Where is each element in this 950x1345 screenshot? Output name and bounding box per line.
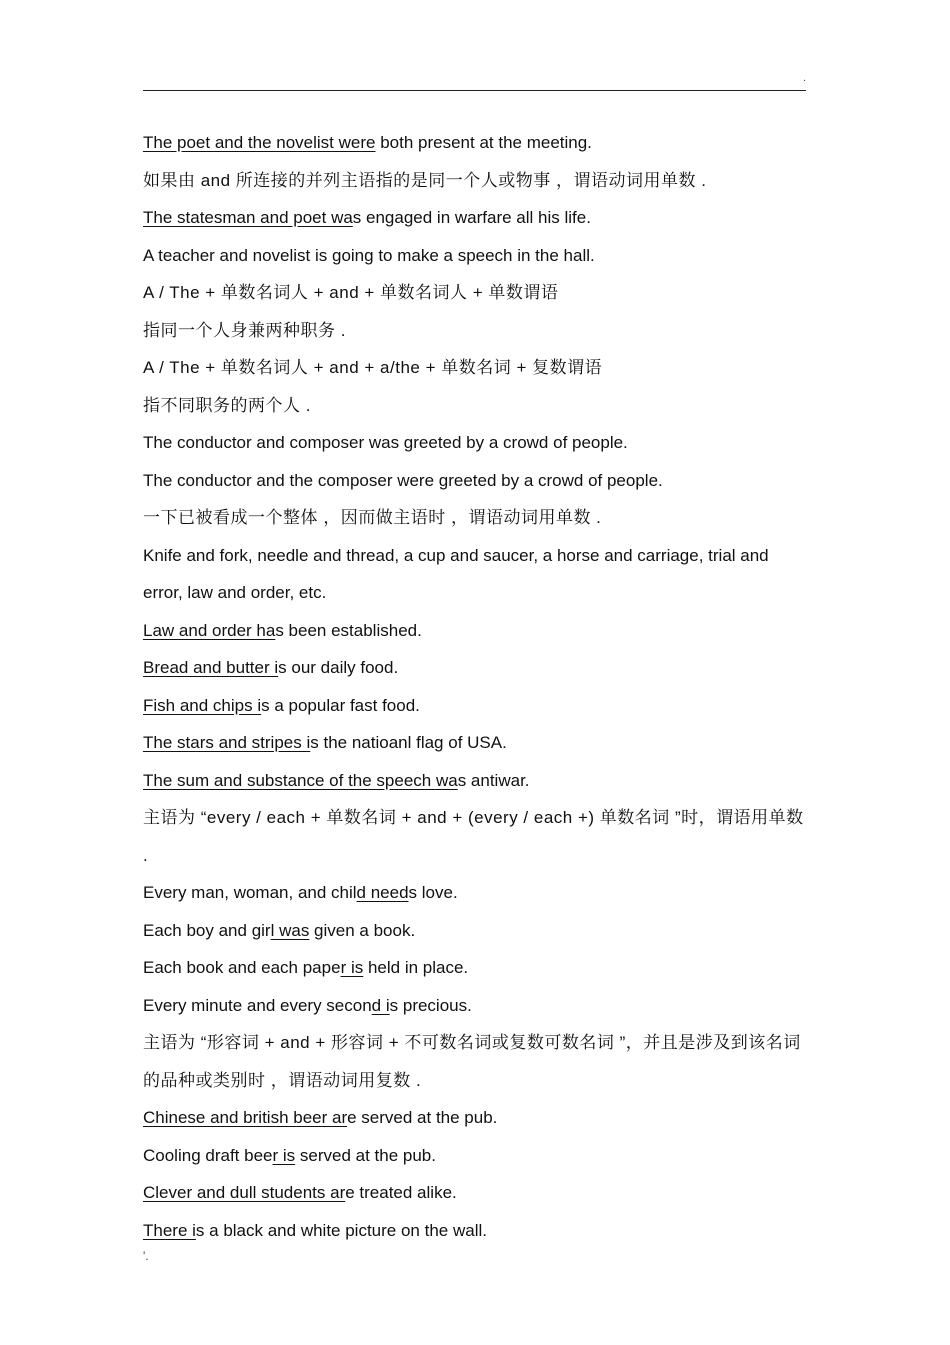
sentence-rest: served at the pub. — [295, 1145, 436, 1165]
underlined-subject: Bread and butter i — [143, 658, 279, 677]
example-sentence — [143, 649, 807, 687]
sentence-rest: both present at the meeting. — [375, 133, 592, 152]
grammar-rule: 如果由 and 所连接的并列主语指的是同一个人或物事 ，谓语动词用单数 . — [143, 170, 707, 190]
underlined-subject: Fish and chips i — [143, 695, 262, 715]
example-sentence — [143, 987, 807, 1025]
grammar-rule: 一下已被看成一个整体 ，因而做主语时 ，谓语动词用单数 . — [143, 508, 602, 527]
grammar-note: 指不同职务的两个人 . — [143, 395, 311, 415]
underlined-verb: l was — [270, 920, 310, 940]
underlined-verb: d i — [371, 995, 390, 1015]
example-sentence — [143, 949, 807, 987]
grammar-rule: 主语为 “every / each + 单数名词 + and + (every / each +) 单数名词 ”时，谓语用单数 . — [143, 808, 804, 865]
sentence-rest: s been established. — [275, 620, 422, 640]
sentence-rest: held in place. — [363, 958, 469, 977]
grammar-pattern: A / The + 单数名词人 + and + 单数名词人 + 单数谓语 — [143, 283, 559, 302]
underlined-subject: The stars and stripes i — [143, 733, 311, 752]
sentence-start: Every man, woman, and chil — [143, 883, 357, 902]
sentence-start: Cooling draft bee — [143, 1145, 273, 1165]
example-sentence — [143, 1137, 807, 1175]
sentence-rest: s precious. — [389, 995, 472, 1015]
example-list: Knife and fork, needle and thread, a cup and saucer, a horse and carriage, trial and error, law and order, etc. — [143, 545, 769, 602]
underlined-subject: There i — [143, 1220, 196, 1240]
example-sentence — [143, 1212, 807, 1250]
example-sentence: The conductor and composer was greeted by a crowd of people. — [143, 433, 628, 452]
sentence-rest: s love. — [408, 883, 458, 902]
example-sentence — [143, 724, 807, 762]
header-rule — [143, 90, 806, 91]
sentence-rest: s our daily food. — [278, 658, 399, 677]
sentence-start: Each book and each pape — [143, 958, 341, 977]
example-sentence — [143, 199, 807, 237]
sentence-rest: s antiwar. — [457, 770, 530, 790]
underlined-subject: The sum and substance of the speech wa — [143, 770, 458, 790]
example-sentence — [143, 124, 807, 162]
sentence-rest: s engaged in warfare all his life. — [352, 208, 591, 227]
sentence-rest: e treated alike. — [345, 1183, 457, 1202]
sentence-rest: s a popular fast food. — [261, 695, 420, 715]
example-sentence — [143, 874, 807, 912]
underlined-subject: The poet and the novelist were — [143, 133, 376, 152]
grammar-note: 指同一个人身兼两种职务 . — [143, 320, 346, 340]
example-sentence — [143, 1099, 807, 1137]
sentence-rest: s a black and white picture on the wall. — [195, 1220, 487, 1240]
example-sentence — [143, 612, 807, 650]
example-sentence — [143, 1174, 807, 1212]
example-sentence: A teacher and novelist is going to make a speech in the hall. — [143, 245, 595, 265]
underlined-subject: Chinese and british beer ar — [143, 1108, 348, 1127]
footer-mark: '. — [143, 1249, 149, 1263]
underlined-subject: The statesman and poet wa — [143, 208, 353, 227]
underlined-verb: r is — [340, 958, 364, 977]
example-sentence: The conductor and the composer were greeted by a crowd of people. — [143, 470, 663, 490]
sentence-start: Every minute and every secon — [143, 995, 372, 1015]
underlined-verb: r is — [272, 1145, 296, 1165]
header-mark: . — [803, 72, 807, 84]
example-sentence — [143, 912, 807, 950]
underlined-subject: Law and order ha — [143, 620, 276, 640]
document-body — [143, 124, 807, 1249]
sentence-rest: e served at the pub. — [347, 1108, 498, 1127]
example-sentence — [143, 687, 807, 725]
sentence-rest: s the natioanl flag of USA. — [310, 733, 507, 752]
grammar-pattern: A / The + 单数名词人 + and + a/the + 单数名词 + 复数谓语 — [143, 358, 603, 377]
sentence-start: Each boy and gir — [143, 920, 271, 940]
grammar-rule: 主语为 “形容词 + and + 形容词 + 不可数名词或复数可数名词 ”，并且是涉及到该名词的品种或类别时 ，谓语动词用复数 . — [143, 1033, 801, 1090]
sentence-rest: given a book. — [309, 920, 416, 940]
underlined-verb: d need — [356, 883, 409, 902]
underlined-subject: Clever and dull students ar — [143, 1183, 346, 1202]
example-sentence — [143, 762, 807, 800]
